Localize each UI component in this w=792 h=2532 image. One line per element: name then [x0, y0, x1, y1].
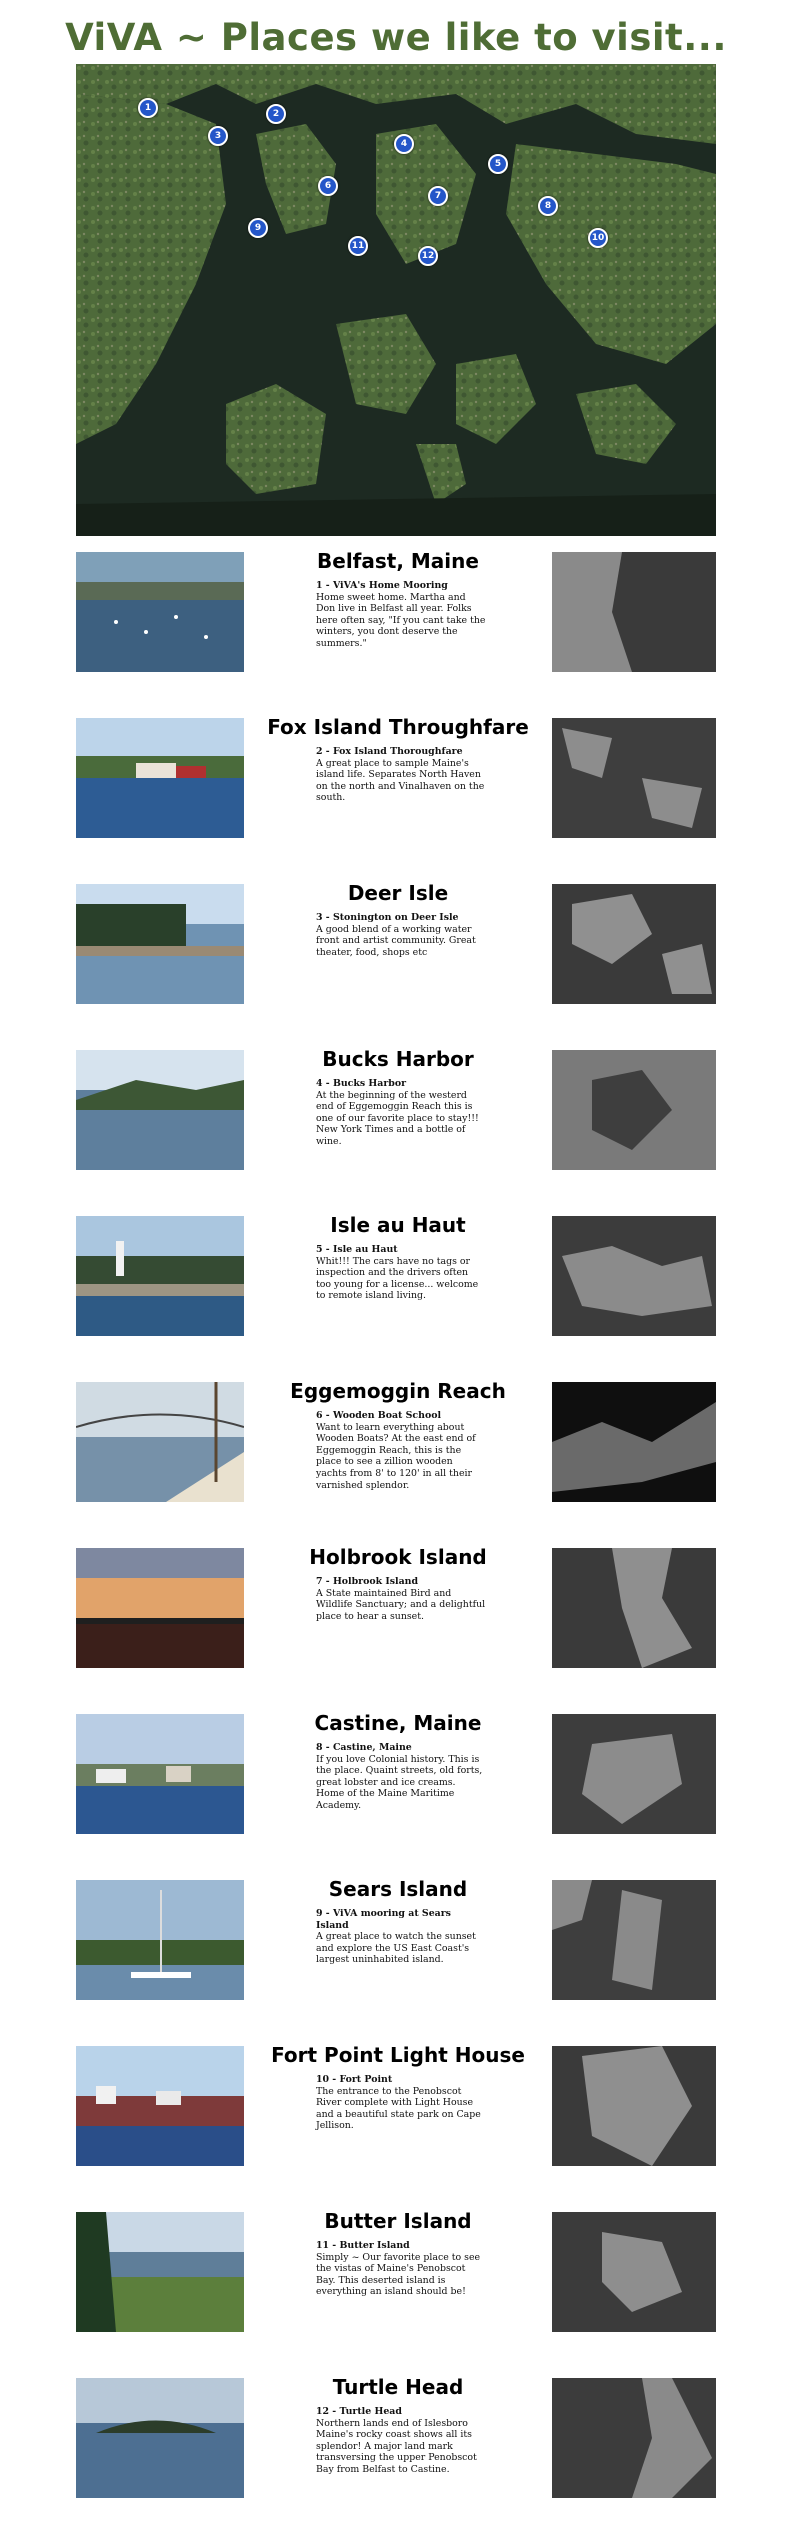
place-subtitle: 11 - Butter Island — [316, 2240, 410, 2251]
place-aerial-map — [552, 1714, 716, 1834]
place-photo — [76, 1548, 244, 1668]
place-photo — [76, 1050, 244, 1170]
place-heading: Deer Isle — [347, 881, 449, 905]
place-description: Simply ~ Our favorite place to see the vistas of Maine's Penobscot Bay. This deserted island is everything an island should be! — [316, 2251, 481, 2298]
place-photo — [76, 2378, 244, 2498]
map-marker-3[interactable]: 3 — [208, 126, 228, 146]
place-heading: Butter Island — [324, 2209, 472, 2233]
place-aerial-map — [552, 718, 716, 838]
place-row-sears-island — [76, 1877, 716, 2002]
place-description: A great place to sample Maine's island life. Separates North Haven on the north and Vinalhaven on the south. — [316, 757, 485, 804]
map-marker-4[interactable]: 4 — [394, 134, 414, 154]
place-row-holbrook — [76, 1545, 716, 1670]
map-marker-7[interactable]: 7 — [428, 186, 448, 206]
place-description: Whit!!! The cars have no tags or inspection and the drivers often too young for a license... welcome to remote island living. — [316, 1255, 479, 1302]
place-description: At the beginning of the westerd end of Eggemoggin Reach this is one of our favorite place to stay!!! New York Times and a bottle of wine. — [316, 1089, 479, 1147]
place-description: A good blend of a working water front and artist community. Great theater, food, shops etc — [316, 923, 476, 958]
place-aerial-map — [552, 1382, 716, 1502]
place-photo — [76, 1382, 244, 1502]
place-row-fort-point — [76, 2043, 716, 2168]
place-aerial-map — [552, 2212, 716, 2332]
place-photo — [76, 2212, 244, 2332]
place-subtitle: 2 - Fox Island Thoroughfare — [316, 746, 463, 757]
place-subtitle: 7 - Holbrook Island — [316, 1576, 419, 1587]
place-heading: Fox Island Throughfare — [267, 715, 529, 739]
place-row-isle-au-haut — [76, 1213, 716, 1338]
place-row-belfast — [76, 549, 716, 674]
place-description: The entrance to the Penobscot River complete with Light House and a beautiful state park on Cape Jellison. — [316, 2085, 481, 2132]
place-photo — [76, 884, 244, 1004]
place-aerial-map — [552, 552, 716, 672]
map-marker-9[interactable]: 9 — [248, 218, 268, 238]
place-description: A State maintained Bird and Wildlife Sanctuary; and a delightful place to hear a sunset. — [316, 1587, 486, 1622]
place-heading: Sears Island — [328, 1877, 468, 1901]
place-subtitle: 10 - Fort Point — [316, 2074, 393, 2085]
place-photo — [76, 1714, 244, 1834]
place-photo — [76, 1880, 244, 2000]
map-marker-6[interactable]: 6 — [318, 176, 338, 196]
place-aerial-map — [552, 2378, 716, 2498]
place-row-eggemoggin — [76, 1379, 716, 1504]
place-row-bucks-harbor — [76, 1047, 716, 1172]
place-description: A great place to watch the sunset and explore the US East Coast's largest uninhabited island. — [316, 1931, 476, 1966]
map-marker-1[interactable]: 1 — [138, 98, 158, 118]
place-heading: Eggemoggin Reach — [290, 1379, 506, 1403]
place-description: Want to learn everything about Wooden Boats? At the east end of Eggemoggin Reach, this is the place to see a zillion wooden yachts from 8' to 120' in all their varnished splendor. — [316, 1421, 476, 1491]
place-description: If you love Colonial history. This is the place. Quaint streets, old forts, great lobster and ice creams. Home of the Maine Maritime Academy. — [316, 1753, 483, 1811]
place-subtitle: 1 - ViVA's Home Mooring — [316, 580, 448, 591]
place-heading: Fort Point Light House — [271, 2043, 525, 2067]
place-subtitle: 4 - Bucks Harbor — [316, 1078, 407, 1089]
place-aerial-map — [552, 1050, 716, 1170]
place-subtitle: 8 - Castine, Maine — [316, 1742, 412, 1753]
place-photo — [76, 1216, 244, 1336]
place-photo — [76, 718, 244, 838]
page-title: ViVA ~ Places we like to visit... — [65, 16, 727, 59]
place-row-turtle-head — [76, 2375, 716, 2500]
map-marker-10[interactable]: 10 — [588, 228, 608, 248]
place-heading: Holbrook Island — [309, 1545, 487, 1569]
place-heading: Belfast, Maine — [317, 549, 479, 573]
place-description: Northern lands end of Islesboro Maine's rocky coast shows all its splendor! A major land mark transversing the upper Penobscot Bay from Belfast to Castine. — [316, 2417, 477, 2475]
place-subtitle: 3 - Stonington on Deer Isle — [316, 912, 459, 923]
place-subtitle: 5 - Isle au Haut — [316, 1244, 398, 1255]
map-marker-11[interactable]: 11 — [348, 236, 368, 256]
place-aerial-map — [552, 1548, 716, 1668]
place-heading: Bucks Harbor — [322, 1047, 474, 1071]
place-heading: Isle au Haut — [330, 1213, 466, 1237]
penobscot-bay-map — [76, 64, 716, 536]
place-photo — [76, 2046, 244, 2166]
place-aerial-map — [552, 2046, 716, 2166]
map-marker-12[interactable]: 12 — [418, 246, 438, 266]
place-aerial-map — [552, 1880, 716, 2000]
satellite-map-image — [76, 64, 716, 536]
place-heading: Turtle Head — [332, 2375, 464, 2399]
place-row-castine — [76, 1711, 716, 1836]
place-description: Home sweet home. Martha and Don live in Belfast all year. Folks here often say, "If you cant take the winters, you dont deserve the summers." — [316, 591, 486, 649]
place-aerial-map — [552, 1216, 716, 1336]
map-marker-2[interactable]: 2 — [266, 104, 286, 124]
place-aerial-map — [552, 884, 716, 1004]
map-marker-8[interactable]: 8 — [538, 196, 558, 216]
map-marker-5[interactable]: 5 — [488, 154, 508, 174]
place-heading: Castine, Maine — [314, 1711, 482, 1735]
place-subtitle: 9 - ViVA mooring at Sears Island — [316, 1908, 451, 1931]
place-row-fox-island — [76, 715, 716, 840]
place-subtitle: 6 - Wooden Boat School — [316, 1410, 442, 1421]
place-row-butter-island — [76, 2209, 716, 2334]
place-subtitle: 12 - Turtle Head — [316, 2406, 402, 2417]
place-row-deer-isle — [76, 881, 716, 1006]
place-photo — [76, 552, 244, 672]
